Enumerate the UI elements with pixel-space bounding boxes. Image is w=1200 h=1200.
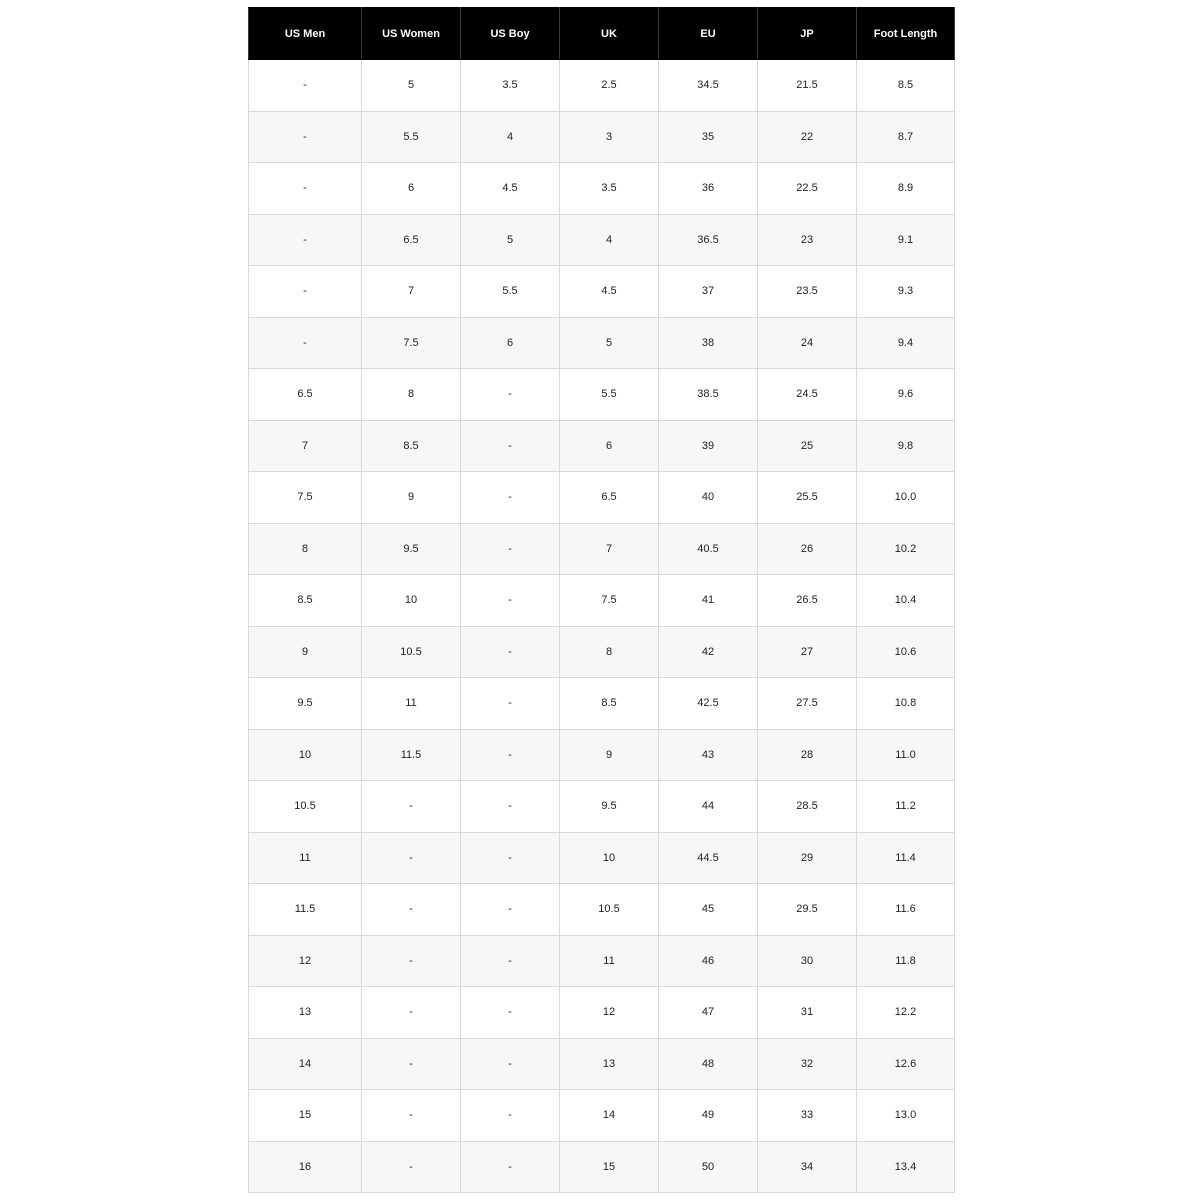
cell-us-men: 11.5 (249, 884, 362, 936)
cell-us-women: - (362, 832, 461, 884)
cell-jp: 29.5 (758, 884, 857, 936)
cell-eu: 35 (659, 111, 758, 163)
cell-us-boy: - (461, 832, 560, 884)
cell-jp: 25.5 (758, 472, 857, 524)
cell-us-women: 9.5 (362, 523, 461, 575)
cell-us-men: - (249, 60, 362, 112)
cell-eu: 36 (659, 163, 758, 215)
cell-eu: 39 (659, 420, 758, 472)
cell-eu: 45 (659, 884, 758, 936)
cell-uk: 5.5 (560, 369, 659, 421)
cell-us-boy: - (461, 626, 560, 678)
table-row (249, 729, 955, 781)
cell-eu: 37 (659, 266, 758, 318)
cell-eu: 34.5 (659, 60, 758, 112)
cell-foot-length: 13.4 (857, 1141, 955, 1193)
table-body (249, 60, 955, 1193)
cell-uk: 12 (560, 987, 659, 1039)
cell-us-boy: 4 (461, 111, 560, 163)
cell-foot-length: 10.0 (857, 472, 955, 524)
cell-us-boy: 3.5 (461, 60, 560, 112)
cell-jp: 21.5 (758, 60, 857, 112)
cell-jp: 32 (758, 1038, 857, 1090)
cell-foot-length: 9.3 (857, 266, 955, 318)
cell-us-boy: - (461, 781, 560, 833)
table-row (249, 163, 955, 215)
table-row (249, 987, 955, 1039)
cell-us-women: - (362, 781, 461, 833)
cell-foot-length: 9.8 (857, 420, 955, 472)
cell-eu: 40.5 (659, 523, 758, 575)
cell-us-boy: - (461, 369, 560, 421)
table-row (249, 935, 955, 987)
cell-eu: 40 (659, 472, 758, 524)
table-row (249, 420, 955, 472)
cell-eu: 50 (659, 1141, 758, 1193)
cell-jp: 23.5 (758, 266, 857, 318)
table-header (249, 8, 955, 60)
cell-foot-length: 8.5 (857, 60, 955, 112)
table-row (249, 60, 955, 112)
cell-us-boy: - (461, 523, 560, 575)
table-row (249, 1141, 955, 1193)
cell-foot-length: 12.2 (857, 987, 955, 1039)
cell-uk: 6 (560, 420, 659, 472)
column-header-us-men: US Men (249, 8, 362, 60)
cell-uk: 5 (560, 317, 659, 369)
cell-us-boy: 5 (461, 214, 560, 266)
cell-uk: 3.5 (560, 163, 659, 215)
cell-foot-length: 9.6 (857, 369, 955, 421)
cell-eu: 46 (659, 935, 758, 987)
cell-foot-length: 10.8 (857, 678, 955, 730)
cell-us-men: - (249, 266, 362, 318)
cell-foot-length: 11.2 (857, 781, 955, 833)
cell-us-men: - (249, 317, 362, 369)
column-header-foot-length: Foot Length (857, 8, 955, 60)
cell-jp: 33 (758, 1090, 857, 1142)
cell-us-men: 11 (249, 832, 362, 884)
cell-uk: 15 (560, 1141, 659, 1193)
cell-us-boy: - (461, 420, 560, 472)
cell-uk: 6.5 (560, 472, 659, 524)
cell-us-boy: - (461, 1141, 560, 1193)
cell-eu: 47 (659, 987, 758, 1039)
cell-eu: 43 (659, 729, 758, 781)
cell-foot-length: 11.4 (857, 832, 955, 884)
cell-us-women: - (362, 987, 461, 1039)
cell-uk: 10 (560, 832, 659, 884)
cell-uk: 11 (560, 935, 659, 987)
cell-us-men: - (249, 214, 362, 266)
cell-jp: 22.5 (758, 163, 857, 215)
cell-uk: 7 (560, 523, 659, 575)
cell-uk: 2.5 (560, 60, 659, 112)
column-header-us-boy: US Boy (461, 8, 560, 60)
table-row (249, 575, 955, 627)
cell-jp: 28 (758, 729, 857, 781)
cell-foot-length: 9.1 (857, 214, 955, 266)
cell-us-women: 11 (362, 678, 461, 730)
cell-eu: 38.5 (659, 369, 758, 421)
cell-us-boy: - (461, 472, 560, 524)
table-row (249, 781, 955, 833)
cell-us-women: 6 (362, 163, 461, 215)
cell-us-men: 12 (249, 935, 362, 987)
cell-us-men: 9.5 (249, 678, 362, 730)
cell-us-women: - (362, 935, 461, 987)
cell-us-boy: - (461, 884, 560, 936)
cell-us-men: 14 (249, 1038, 362, 1090)
table-row (249, 369, 955, 421)
column-header-us-women: US Women (362, 8, 461, 60)
size-chart-table (248, 7, 955, 1193)
cell-jp: 29 (758, 832, 857, 884)
cell-us-men: 7.5 (249, 472, 362, 524)
cell-us-women: 7 (362, 266, 461, 318)
cell-us-men: 15 (249, 1090, 362, 1142)
cell-uk: 13 (560, 1038, 659, 1090)
cell-jp: 26 (758, 523, 857, 575)
cell-jp: 27 (758, 626, 857, 678)
cell-us-men: 10.5 (249, 781, 362, 833)
cell-jp: 22 (758, 111, 857, 163)
cell-foot-length: 10.2 (857, 523, 955, 575)
cell-us-women: 10 (362, 575, 461, 627)
cell-uk: 9.5 (560, 781, 659, 833)
cell-us-boy: 4.5 (461, 163, 560, 215)
cell-eu: 42 (659, 626, 758, 678)
cell-us-women: 10.5 (362, 626, 461, 678)
cell-jp: 31 (758, 987, 857, 1039)
cell-us-men: 13 (249, 987, 362, 1039)
table-row (249, 266, 955, 318)
cell-us-women: - (362, 1038, 461, 1090)
cell-uk: 3 (560, 111, 659, 163)
cell-us-men: - (249, 111, 362, 163)
cell-jp: 34 (758, 1141, 857, 1193)
cell-us-boy: 5.5 (461, 266, 560, 318)
cell-us-men: 16 (249, 1141, 362, 1193)
cell-eu: 44 (659, 781, 758, 833)
cell-foot-length: 11.8 (857, 935, 955, 987)
cell-us-men: 6.5 (249, 369, 362, 421)
column-header-jp: JP (758, 8, 857, 60)
table-row (249, 111, 955, 163)
column-header-eu: EU (659, 8, 758, 60)
cell-eu: 44.5 (659, 832, 758, 884)
cell-eu: 38 (659, 317, 758, 369)
cell-uk: 8.5 (560, 678, 659, 730)
column-header-uk: UK (560, 8, 659, 60)
cell-uk: 4.5 (560, 266, 659, 318)
cell-uk: 14 (560, 1090, 659, 1142)
cell-jp: 27.5 (758, 678, 857, 730)
cell-us-women: 8.5 (362, 420, 461, 472)
cell-us-boy: - (461, 575, 560, 627)
cell-us-boy: - (461, 678, 560, 730)
table-row (249, 884, 955, 936)
cell-foot-length: 9.4 (857, 317, 955, 369)
cell-jp: 24.5 (758, 369, 857, 421)
cell-foot-length: 12.6 (857, 1038, 955, 1090)
cell-us-boy: - (461, 729, 560, 781)
cell-jp: 25 (758, 420, 857, 472)
cell-jp: 30 (758, 935, 857, 987)
cell-us-women: - (362, 1141, 461, 1193)
cell-us-women: 9 (362, 472, 461, 524)
cell-foot-length: 11.6 (857, 884, 955, 936)
cell-us-women: 6.5 (362, 214, 461, 266)
table-row (249, 1038, 955, 1090)
cell-uk: 7.5 (560, 575, 659, 627)
cell-jp: 24 (758, 317, 857, 369)
cell-foot-length: 10.4 (857, 575, 955, 627)
cell-us-boy: - (461, 935, 560, 987)
cell-us-boy: 6 (461, 317, 560, 369)
cell-uk: 4 (560, 214, 659, 266)
cell-foot-length: 8.7 (857, 111, 955, 163)
cell-us-men: 7 (249, 420, 362, 472)
table-row (249, 472, 955, 524)
cell-us-men: 8 (249, 523, 362, 575)
cell-eu: 49 (659, 1090, 758, 1142)
cell-eu: 36.5 (659, 214, 758, 266)
table-row (249, 1090, 955, 1142)
cell-uk: 8 (560, 626, 659, 678)
cell-us-boy: - (461, 987, 560, 1039)
cell-us-men: 8.5 (249, 575, 362, 627)
table-row (249, 626, 955, 678)
header-row (249, 8, 955, 60)
cell-us-boy: - (461, 1090, 560, 1142)
cell-us-boy: - (461, 1038, 560, 1090)
cell-jp: 28.5 (758, 781, 857, 833)
cell-us-women: - (362, 1090, 461, 1142)
cell-foot-length: 8.9 (857, 163, 955, 215)
cell-us-women: 11.5 (362, 729, 461, 781)
cell-us-women: 8 (362, 369, 461, 421)
table-row (249, 214, 955, 266)
cell-us-women: 7.5 (362, 317, 461, 369)
cell-us-men: 10 (249, 729, 362, 781)
cell-uk: 10.5 (560, 884, 659, 936)
table-row (249, 832, 955, 884)
cell-eu: 41 (659, 575, 758, 627)
cell-jp: 23 (758, 214, 857, 266)
table-row (249, 523, 955, 575)
cell-us-women: 5.5 (362, 111, 461, 163)
cell-foot-length: 10.6 (857, 626, 955, 678)
table-row (249, 678, 955, 730)
cell-foot-length: 13.0 (857, 1090, 955, 1142)
cell-us-women: - (362, 884, 461, 936)
table-row (249, 317, 955, 369)
cell-eu: 48 (659, 1038, 758, 1090)
cell-uk: 9 (560, 729, 659, 781)
cell-us-women: 5 (362, 60, 461, 112)
cell-eu: 42.5 (659, 678, 758, 730)
cell-foot-length: 11.0 (857, 729, 955, 781)
cell-us-men: 9 (249, 626, 362, 678)
cell-jp: 26.5 (758, 575, 857, 627)
cell-us-men: - (249, 163, 362, 215)
